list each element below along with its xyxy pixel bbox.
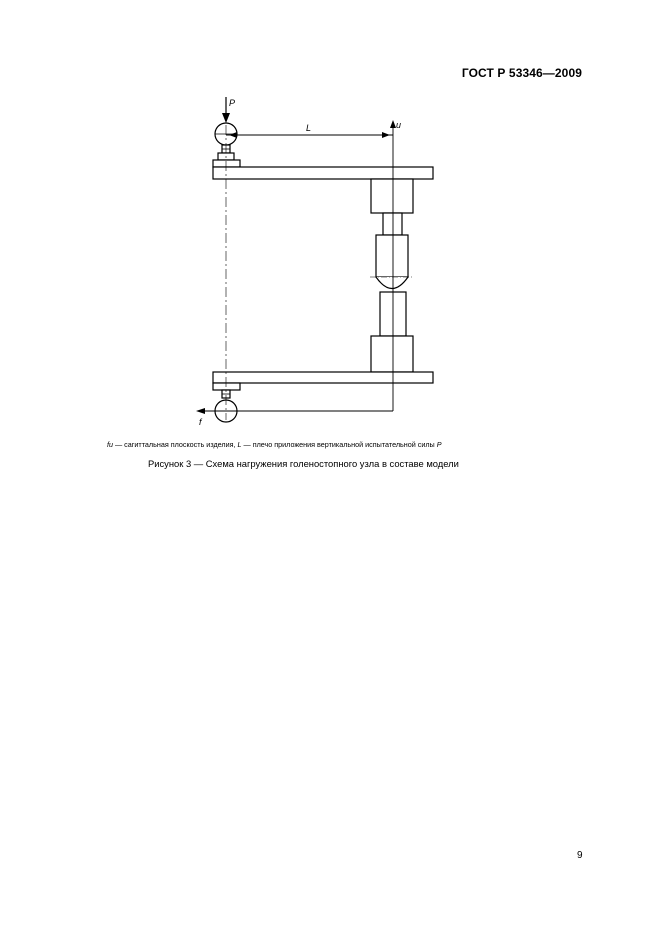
- top-plate: [213, 167, 433, 179]
- label-axis-f: f: [199, 417, 202, 427]
- page-number: 9: [577, 850, 583, 861]
- upper-socket: [371, 179, 413, 213]
- middle-body: [376, 235, 408, 277]
- figure-legend: [107, 440, 442, 449]
- document-standard-number: ГОСТ Р 53346—2009: [461, 66, 582, 80]
- legend-text-fu: — сагиттальная плоскость изделия,: [113, 440, 238, 449]
- label-axis-u: u: [396, 120, 402, 130]
- figure-caption: Рисунок 3 — Схема нагружения голеностопного узла в составе модели: [148, 458, 459, 469]
- legend-symbol-fu: fu: [107, 440, 113, 449]
- legend-symbol-L: L: [237, 440, 242, 449]
- label-force-P: P: [229, 98, 236, 108]
- upper-tube: [383, 213, 402, 235]
- top-plate-step: [213, 160, 240, 167]
- legend-text-L: — плечо приложения вертикальной испытательной силы: [241, 440, 437, 449]
- axis-f-arrowhead: [196, 408, 205, 414]
- label-arm-L: L: [306, 123, 312, 133]
- bottom-plate-step: [213, 383, 240, 390]
- legend-symbol-P: P: [436, 440, 442, 449]
- force-arrow-head: [222, 113, 230, 123]
- ankle-joint: [376, 277, 408, 289]
- lower-socket: [371, 336, 413, 372]
- bottom-plate: [213, 372, 433, 383]
